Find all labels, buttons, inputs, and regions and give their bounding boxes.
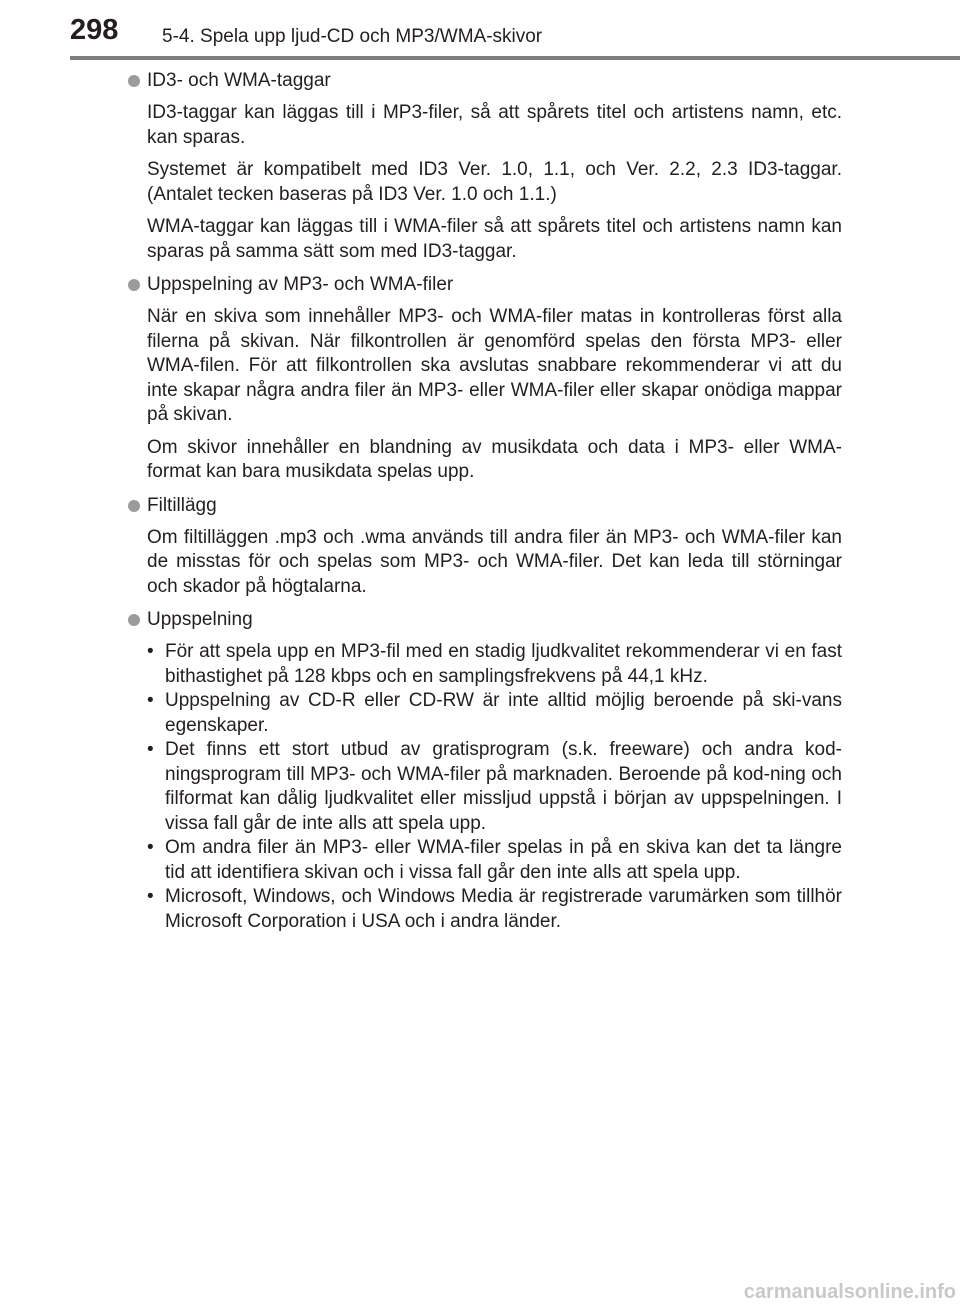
paragraph: ID3-taggar kan läggas till i MP3-filer, så att spårets titel och artistens namn, etc. kan sparas. xyxy=(147,102,842,148)
section-heading-text: Uppspelning xyxy=(147,609,253,630)
section-bullet-icon xyxy=(128,75,140,87)
section-playback xyxy=(128,607,842,934)
list-item-text: Det finns ett stort utbud av gratisprogram (s.k. freeware) och andra kod-ningsprogram till MP3- och WMA-filer på marknaden. Beroende på kod-ning och filformat kan dålig ljudkvalitet eller missljud uppstå i början av uppspelningen. I vissa fall går de inte alls att spela upp. xyxy=(165,739,842,834)
list-item-text: Microsoft, Windows, och Windows Media är registrerade varumärken som tillhör Microsoft Corporation i USA och i andra länder. xyxy=(165,886,842,932)
list-bullet-icon: • xyxy=(147,641,154,662)
list-bullet-icon: • xyxy=(147,739,154,760)
section-bullet-icon xyxy=(128,614,140,626)
section-file-extensions xyxy=(128,493,842,600)
running-title: 5-4. Spela upp ljud-CD och MP3/WMA-skivor xyxy=(162,26,543,47)
paragraph: Om skivor innehåller en blandning av musikdata och data i MP3- eller WMA-format kan bara musikdata spelas upp. xyxy=(147,436,842,482)
section-id3-wma-tags xyxy=(128,68,842,264)
list-bullet-icon: • xyxy=(147,886,154,907)
watermark: carmanualsonline.info xyxy=(743,1281,956,1303)
section-heading xyxy=(128,68,842,93)
list-bullet-icon: • xyxy=(147,690,154,711)
page-number: 298 xyxy=(70,14,119,46)
section-heading xyxy=(128,607,842,632)
section-bullet-icon xyxy=(128,500,140,512)
list-item xyxy=(147,885,842,934)
header-rule xyxy=(70,56,960,60)
section-heading xyxy=(128,272,842,297)
section-bullet-icon xyxy=(128,279,140,291)
section-mp3-wma-playback xyxy=(128,272,842,485)
list-item-text: Om andra filer än MP3- eller WMA-filer spelas in på en skiva kan det ta längre tid att identifiera skivan och i vissa fall går den inte alls att spela upp. xyxy=(165,837,842,883)
section-heading-text: Uppspelning av MP3- och WMA-filer xyxy=(147,274,454,295)
list-item xyxy=(147,738,842,836)
section-heading-text: Filtillägg xyxy=(147,494,217,516)
list-item xyxy=(147,836,842,885)
paragraph: Systemet är kompatibelt med ID3 Ver. 1.0, 1.1, och Ver. 2.2, 2.3 ID3-taggar. (Antalet tecken baseras på ID3 Ver. 1.0 och 1.1.) xyxy=(147,159,842,205)
list-item-text: Uppspelning av CD-R eller CD-RW är inte alltid möjlig beroende på ski-vans egenskaper. xyxy=(165,690,842,736)
section-heading xyxy=(128,493,842,518)
list-item-text: För att spela upp en MP3-fil med en stadig ljudkvalitet rekommenderar vi en fast bithastighet på 128 kbps och en samplingsfrekvens på 44,1 kHz. xyxy=(165,641,842,687)
paragraph: Om filtilläggen .mp3 och .wma används till andra filer än MP3- och WMA-filer kan de misstas för och spelas som MP3- och WMA-filer. Det kan leda till störningar och skador på högtalarna. xyxy=(147,526,842,597)
page-content xyxy=(128,68,842,942)
list-item xyxy=(147,640,842,689)
list-item xyxy=(147,689,842,738)
list-bullet-icon: • xyxy=(147,837,154,858)
paragraph: När en skiva som innehåller MP3- och WMA-filer matas in kontrolleras först alla filerna på skivan. När filkontrollen är genomförd spelas den första MP3- eller WMA-filen. För att filkontrollen ska avslutas snabbare rekommenderar vi att du inte skapar några andra filer än MP3- eller WMA-filer eller skapar onödiga mappar på skivan. xyxy=(147,306,842,425)
bullet-list xyxy=(147,640,842,934)
paragraph: WMA-taggar kan läggas till i WMA-filer så att spårets titel och artistens namn kan sparas på samma sätt som med ID3-taggar. xyxy=(147,216,842,262)
section-heading-text: ID3- och WMA-taggar xyxy=(147,70,331,91)
page-header xyxy=(0,0,960,60)
